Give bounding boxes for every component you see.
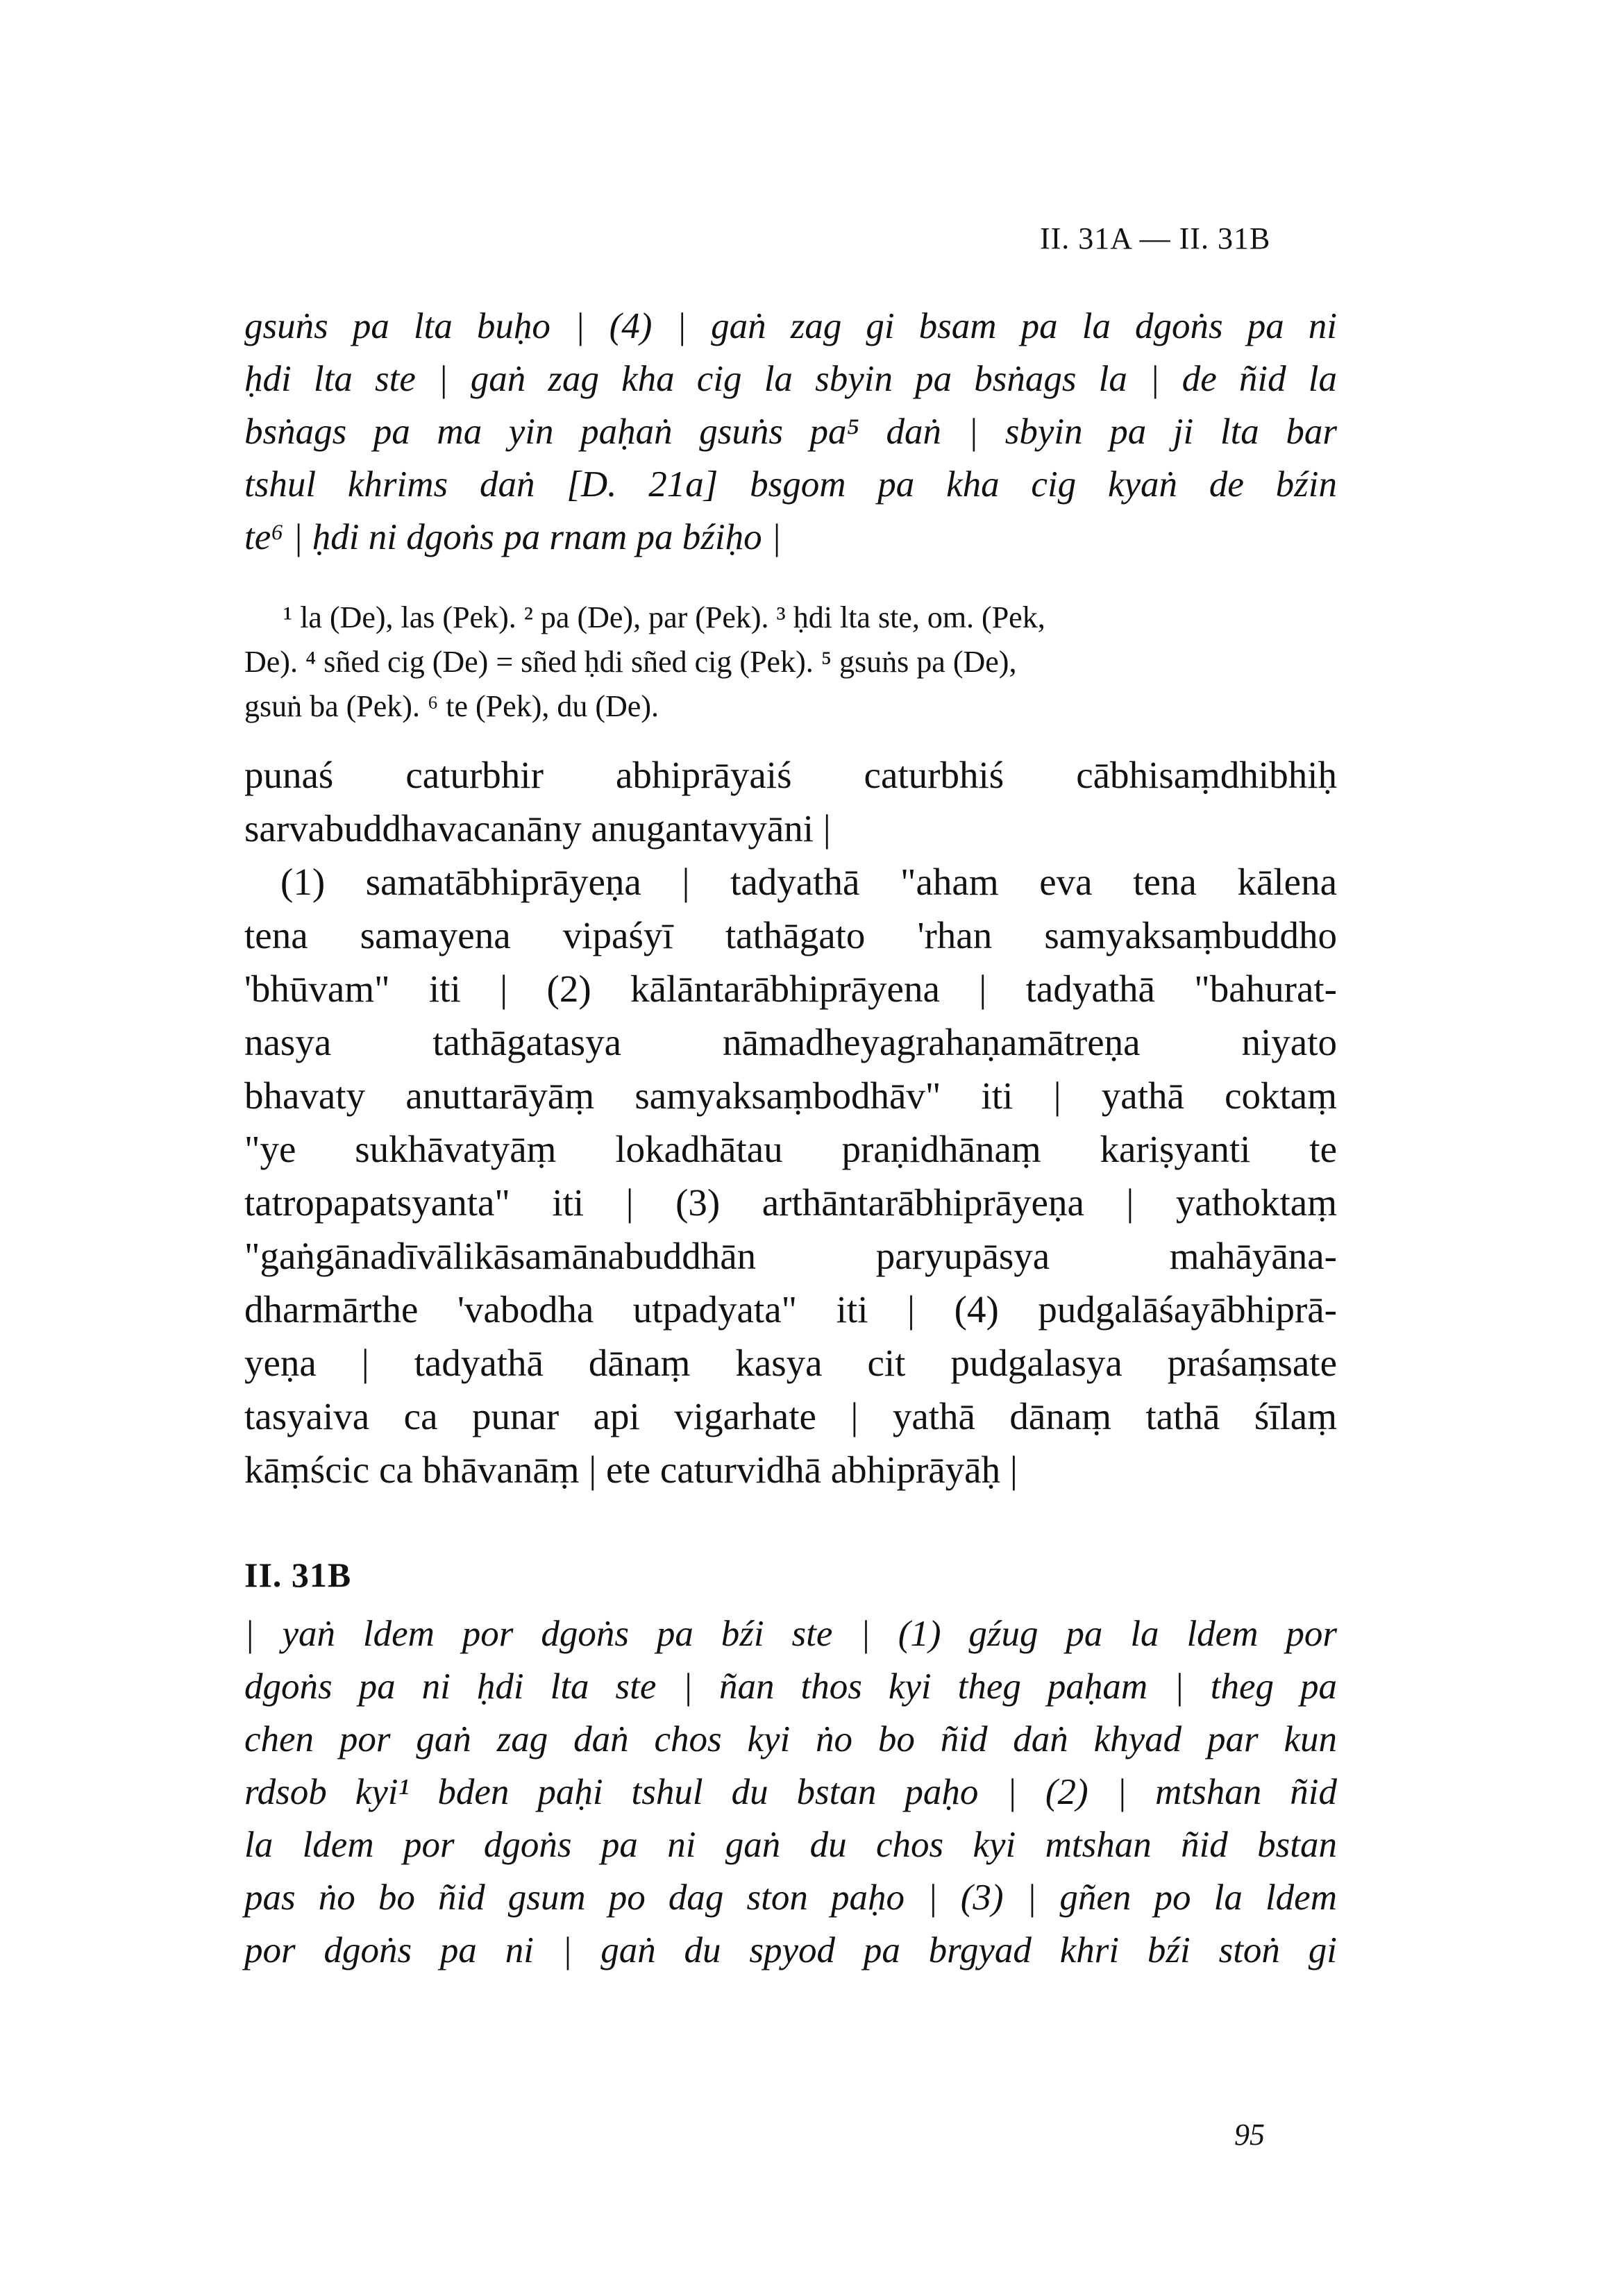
text-line: | yaṅ ldem por dgoṅs pa bźi ste | (1) gźug pa la ldem por [244,1614,1337,1654]
footnote-line: De). ⁴ sñed cig (De) = sñed ḥdi sñed cig (Pek). ⁵ gsuṅs pa (De), [244,645,1017,679]
tibetan-text-2 [244,1607,1337,1977]
text-line: "ye sukhāvatyāṃ lokadhātau praṇidhānaṃ kariṣyanti te [244,1128,1337,1170]
text-line: punaś caturbhir abhiprāyaiś caturbhiś cābhisaṃdhibhiḥ [244,754,1337,796]
section-heading: II. 31B [244,1555,352,1594]
text-line: gsuṅs pa lta buḥo | (4) | gaṅ zag gi bsam pa la dgoṅs pa ni [244,306,1337,346]
text-line: chen por gaṅ zag daṅ chos kyi ṅo bo ñid daṅ khyad par kun [244,1719,1337,1759]
text-line: por dgoṅs pa ni | gaṅ du spyod pa brgyad khri bźi stoṅ gi [244,1930,1337,1970]
tibetan-passage-2 [244,1607,1337,1977]
page-number: 95 [1234,2118,1265,2152]
tibetan-passage-1 [244,300,1337,564]
text-line: bhavaty anuttarāyāṃ samyaksaṃbodhāv" iti | yathā coktaṃ [244,1074,1337,1117]
text-line: nasya tathāgatasya nāmadheyagrahaṇamātreṇa niyato [244,1021,1337,1063]
text-line: dgoṅs pa ni ḥdi lta ste | ñan thos kyi theg paḥam | theg pa [244,1666,1337,1707]
text-line: bsṅags pa ma yin paḥaṅ gsuṅs pa⁵ daṅ | sbyin pa ji lta bar [244,412,1337,452]
text-line: te⁶ | ḥdi ni dgoṅs pa rnam pa bźiḥo | [244,517,782,557]
text-line: la ldem por dgoṅs pa ni gaṅ du chos kyi mtshan ñid bstan [244,1825,1337,1865]
text-line: yeṇa | tadyathā dānaṃ kasya cit pudgalasya praśaṃsate [244,1342,1337,1384]
running-head: II. 31A — II. 31B [1040,221,1271,255]
text-line: tshul khrims daṅ [D. 21a] bsgom pa kha cig kyaṅ de bźin [244,464,1337,505]
footnote-line: ¹ la (De), las (Pek). ² pa (De), par (Pek). ³ ḥdi lta ste, om. (Pek, [283,600,1045,634]
text-line: rdsob kyi¹ bden paḥi tshul du bstan paḥo | (2) | mtshan ñid [244,1772,1337,1812]
footnotes [244,596,1338,729]
text-line: dharmārthe 'vabodha utpadyata" iti | (4) pudgalāśayābhiprā- [244,1288,1337,1331]
text-line: tatropapatsyanta" iti | (3) arthāntarābhiprāyeṇa | yathoktaṃ [244,1181,1337,1224]
text-line: (1) samatābhiprāyeṇa | tadyathā "aham eva tena kālena [280,861,1337,903]
tibetan-text-1 [244,300,1337,564]
text-line: ḥdi lta ste | gaṅ zag kha cig la sbyin pa bsṅags la | de ñid la [244,359,1337,399]
text-line: sarvabuddhavacanāny anugantavyāni | [244,807,831,850]
text-line: tasyaiva ca punar api vigarhate | yathā dānaṃ tathā śīlaṃ [244,1395,1337,1437]
sanskrit-passage [244,748,1337,1496]
text-line: pas ṅo bo ñid gsum po dag ston paḥo | (3) | gñen po la ldem [244,1877,1337,1918]
text-line: 'bhūvam" iti | (2) kālāntarābhiprāyena | tadyathā "bahurat- [244,968,1337,1010]
text-line: tena samayena vipaśyī tathāgato 'rhan samyaksaṃbuddho [244,914,1337,956]
text-line: kāṃścic ca bhāvanāṃ | ete caturvidhā abhiprāyāḥ | [244,1449,1018,1491]
text-line: "gaṅgānadīvālikāsamānabuddhān paryupāsya mahāyāna- [244,1235,1337,1277]
footnote-line: gsuṅ ba (Pek). ⁶ te (Pek), du (De). [244,689,659,723]
